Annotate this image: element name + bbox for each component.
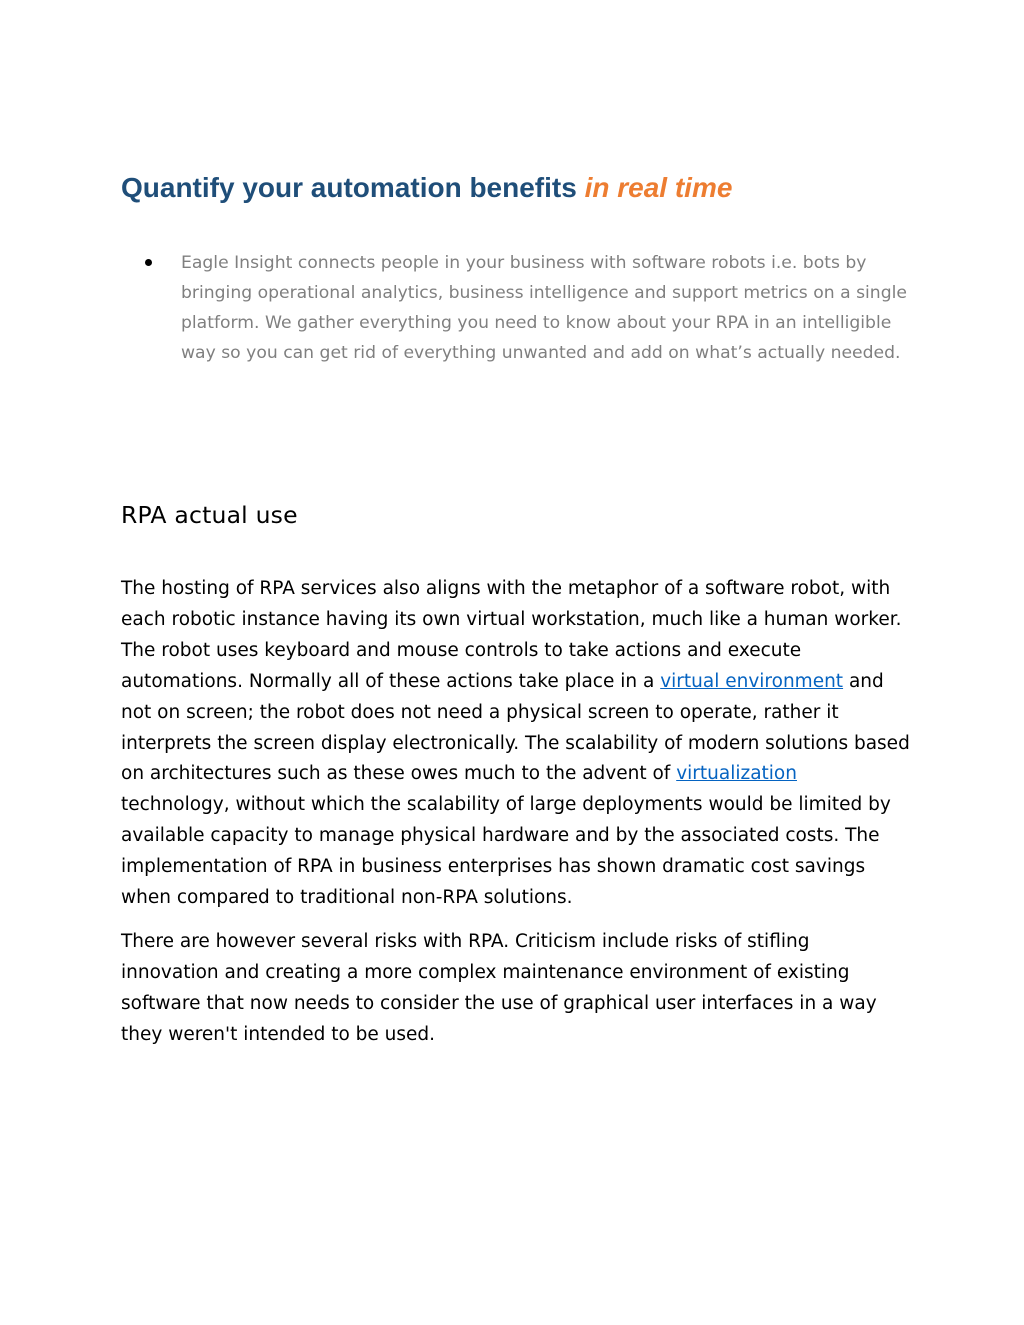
bullet-dot-icon xyxy=(145,259,152,266)
bullet-text: Eagle Insight connects people in your business with software robots i.e. bots by bringing operational analytics, business intelligence and support metrics on a single platform. We gather everything you need to know about your RPA in an intelligible way so you can get rid of everything unwanted and add on what’s actually needed. xyxy=(181,253,907,363)
paragraph-text: technology, without which the scalability of large deployments would be limited by available capacity to manage physical hardware and by the associated costs. The implementation of RPA in business enterprises has shown dramatic cost savings when compared to traditional non-RPA solutions. xyxy=(121,794,891,909)
paragraph-rpa-hosting xyxy=(121,574,911,914)
paragraph-text: and not on screen; the robot does not need a physical screen to operate, rather it interprets the screen display electronically. The scalability of modern solutions based on architectures such as these owes much to the advent of xyxy=(121,670,910,785)
bullet-list xyxy=(121,248,911,368)
virtualization-link[interactable]: virtualization xyxy=(676,763,797,785)
page-title xyxy=(121,168,732,208)
list-item xyxy=(121,248,911,368)
page-title-accent: in real time xyxy=(584,172,733,203)
paragraph-text: The hosting of RPA services also aligns with the metaphor of a software robot, with each robotic instance having its own virtual workstation, much like a human worker. The robot uses keyboard and mouse controls to take actions and execute automations. Normally all of these actions take place in a xyxy=(121,578,902,692)
paragraph-rpa-risks: There are however several risks with RPA. Criticism include risks of stifling innovation and creating a more complex maintenance environment of existing software that now needs to consider the use of graphical user interfaces in a way they weren't intended to be used. xyxy=(121,931,877,1045)
page-title-main: Quantify your automation benefits xyxy=(121,172,577,203)
section-title: RPA actual use xyxy=(121,501,298,529)
virtual-environment-link[interactable]: virtual environment xyxy=(660,670,844,692)
